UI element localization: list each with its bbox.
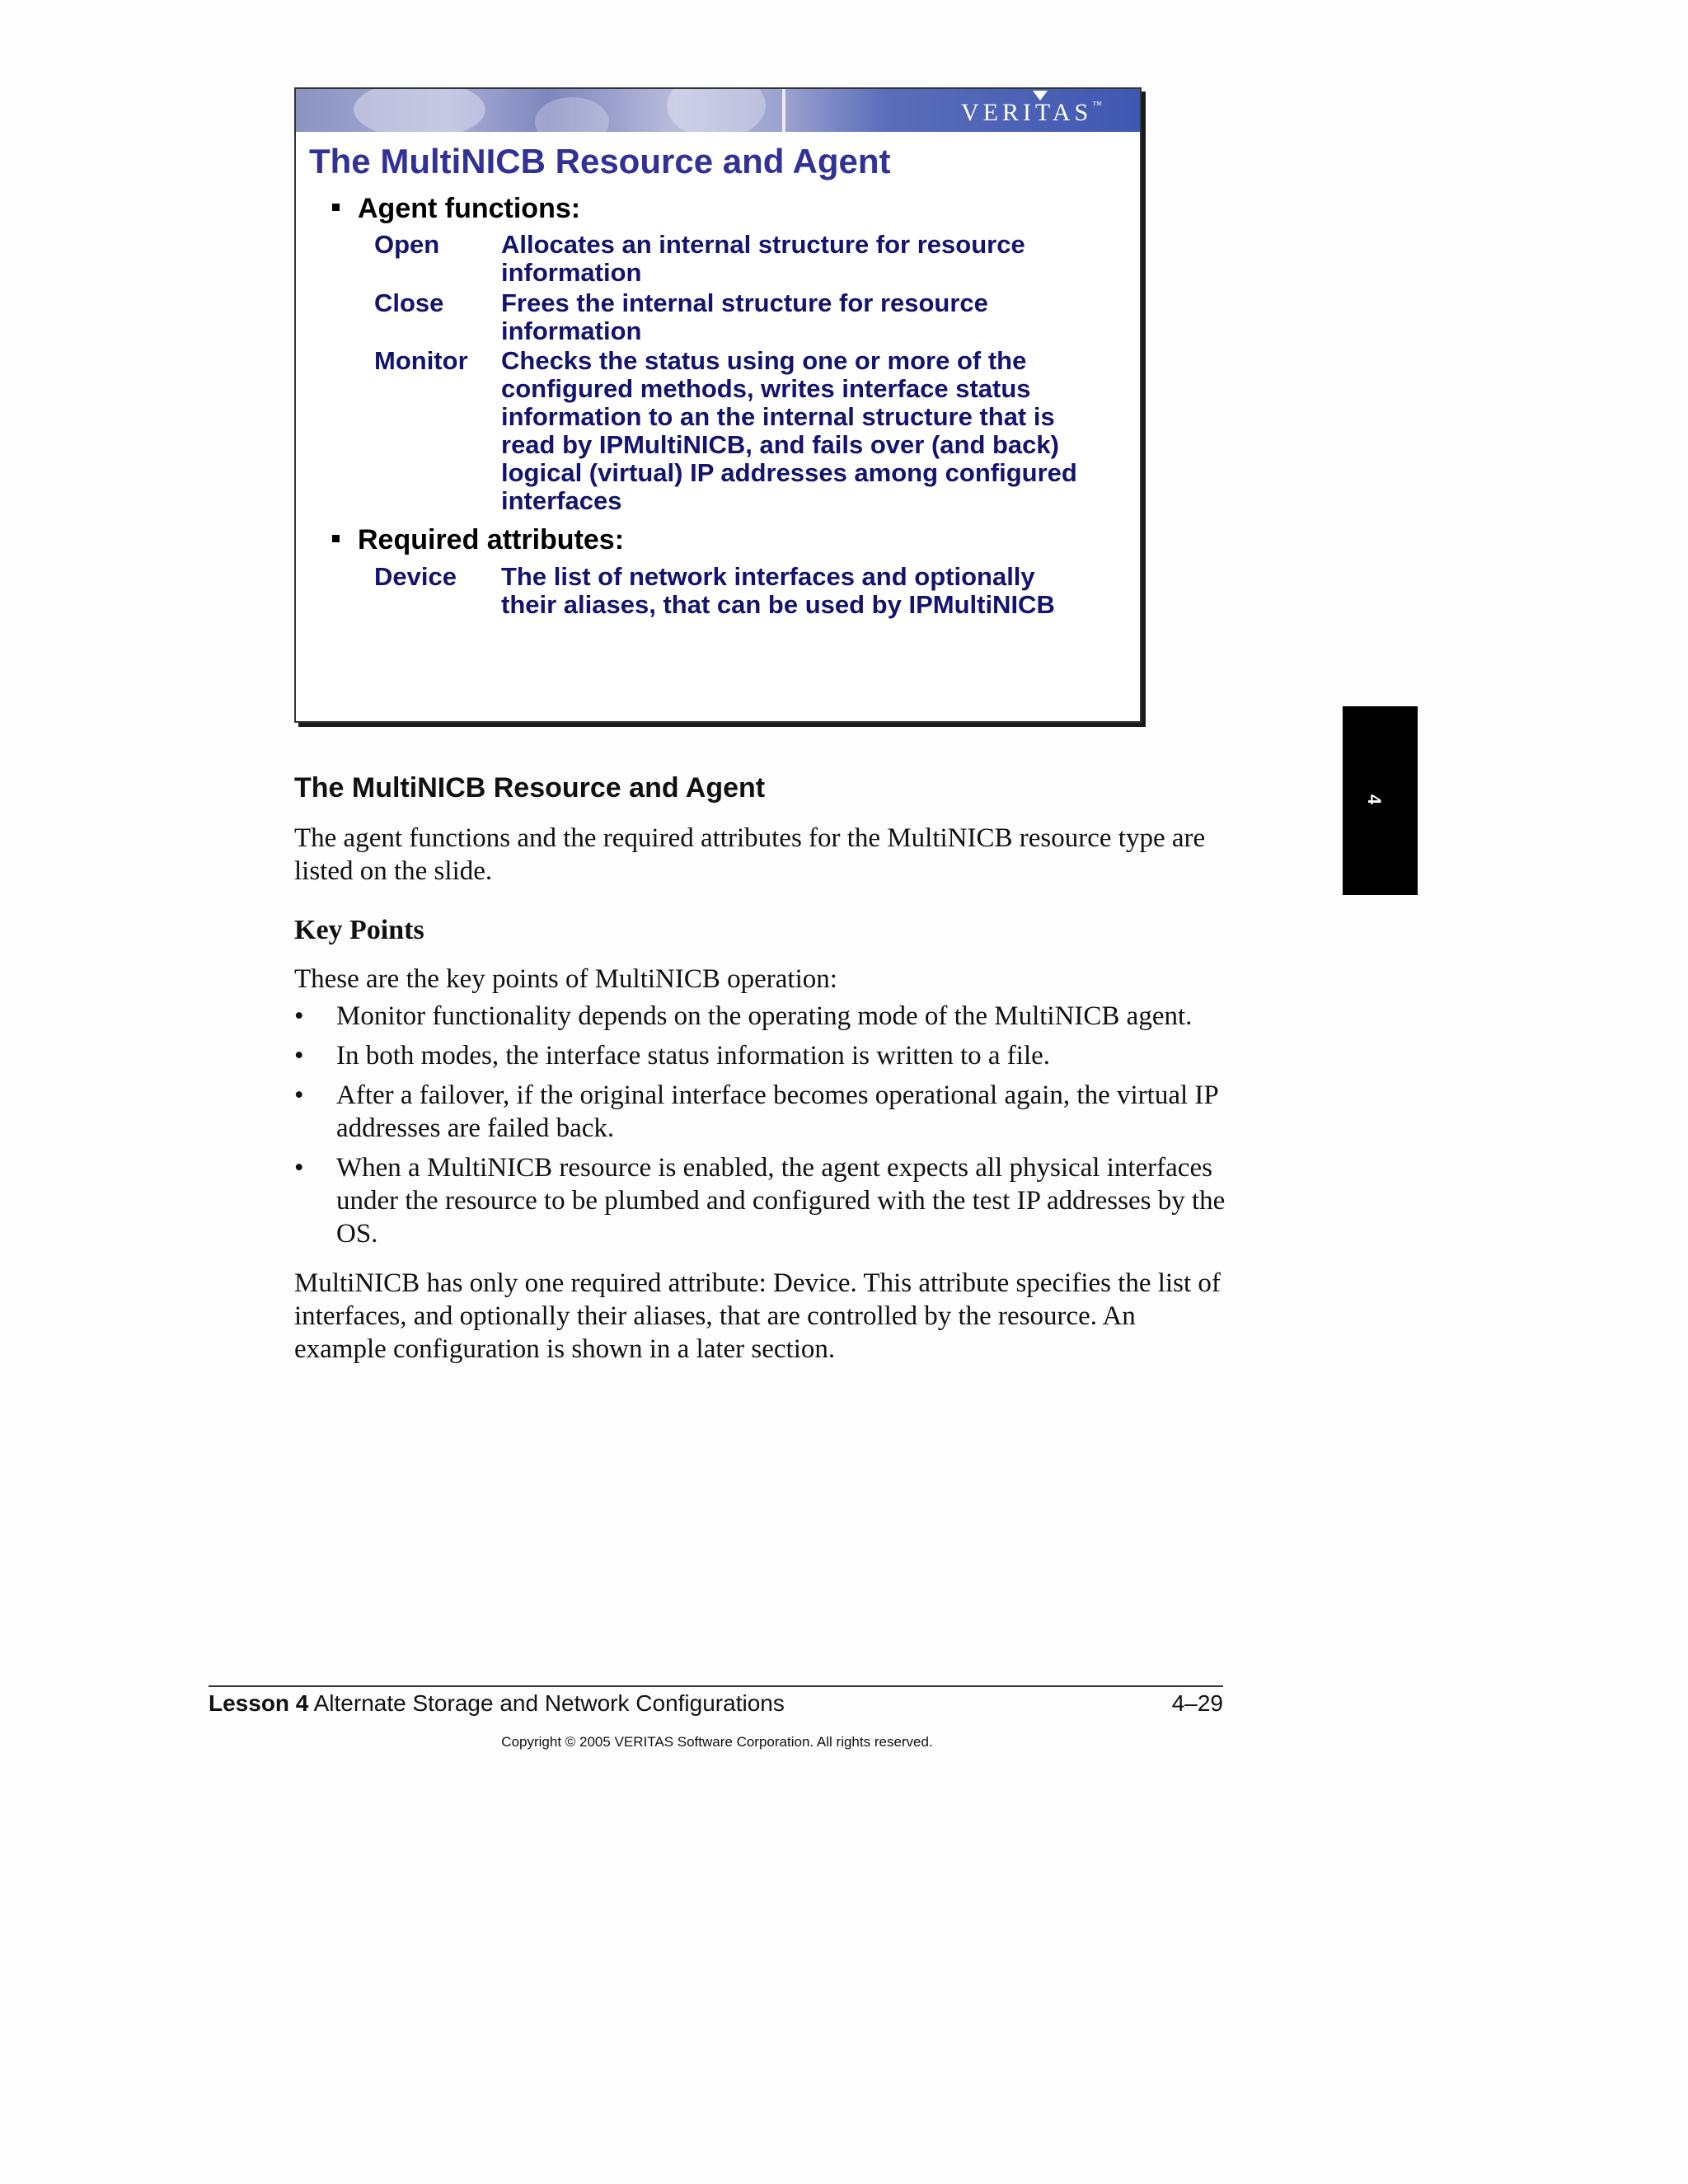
footer-rule bbox=[209, 1685, 1223, 1687]
list-item: • In both modes, the interface status information is written to a file. bbox=[294, 1041, 1051, 1071]
slide-image bbox=[294, 87, 1142, 723]
function-description: Allocates an internal structure for resource information bbox=[501, 230, 1025, 287]
function-description: Frees the internal structure for resource information bbox=[501, 288, 988, 345]
chapter-tab bbox=[1343, 706, 1418, 895]
slide-bullet-agent-functions: Agent functions: bbox=[332, 193, 580, 225]
list-item: • When a MultiNICB resource is enabled, the agent expects all physical interfaces under the resource to be plumbed and configured with the test IP addresses by the OS. bbox=[294, 1153, 1226, 1249]
key-points-heading: Key Points bbox=[294, 915, 424, 945]
footer-lesson bbox=[209, 1690, 785, 1717]
section-heading: The MultiNICB Resource and Agent bbox=[294, 772, 766, 804]
banner-graphic bbox=[667, 89, 766, 132]
bullet-icon: • bbox=[294, 1153, 304, 1183]
footer-lesson-title: Alternate Storage and Network Configurations bbox=[308, 1690, 785, 1716]
list-item: • Monitor functionality depends on the operating mode of the MultiNICB agent. bbox=[294, 1001, 1193, 1031]
copyright: Copyright © 2005 VERITAS Software Corporation. All rights reserved. bbox=[501, 1734, 933, 1750]
square-bullet-icon bbox=[332, 204, 340, 211]
slide-title: The MultiNICB Resource and Agent bbox=[309, 142, 891, 180]
function-term: Monitor bbox=[374, 346, 468, 375]
key-points-list bbox=[294, 1000, 1242, 1257]
attribute-description: The list of network interfaces and optionally their aliases, that can be used by IPMultiNICB bbox=[501, 562, 1055, 619]
slide-banner bbox=[296, 89, 1140, 132]
page-number: 4–29 bbox=[1171, 1690, 1223, 1716]
slide-bullet-required-attributes: Required attributes: bbox=[332, 524, 624, 556]
closing-paragraph: MultiNICB has only one required attribute: Device. This attribute specifies the list of interfaces, and optionally their aliases, that are controlled by the resource. An example configuration is shown in a later section. bbox=[294, 1268, 1221, 1364]
banner-divider bbox=[782, 89, 785, 132]
key-points-intro: These are the key points of MultiNICB operation: bbox=[294, 964, 837, 994]
bullet-icon: • bbox=[294, 1080, 304, 1110]
bullet-icon: • bbox=[294, 1001, 304, 1031]
bullet-icon: • bbox=[294, 1041, 304, 1071]
list-item: • After a failover, if the original interface becomes operational again, the virtual IP addresses are failed back. bbox=[294, 1080, 1218, 1143]
function-term: Open bbox=[374, 230, 440, 259]
function-term: Close bbox=[374, 288, 444, 317]
square-bullet-icon bbox=[332, 535, 340, 542]
function-description: Checks the status using one or more of the configured methods, writes interface status information to an the internal structure that is read by IPMultiNICB, and fails over (and back) logical (virtual) IP addresses among configured interfaces bbox=[501, 346, 1077, 515]
footer-lesson-label: Lesson 4 bbox=[209, 1690, 309, 1716]
chapter-tab-label: 4 bbox=[1364, 794, 1386, 805]
intro-paragraph: The agent functions and the required attributes for the MultiNICB resource type are listed on the slide. bbox=[294, 823, 1206, 886]
banner-graphic bbox=[535, 97, 609, 132]
veritas-logo: VERITAS™ bbox=[960, 99, 1102, 126]
attribute-term: Device bbox=[374, 562, 457, 591]
banner-graphic bbox=[354, 89, 485, 132]
